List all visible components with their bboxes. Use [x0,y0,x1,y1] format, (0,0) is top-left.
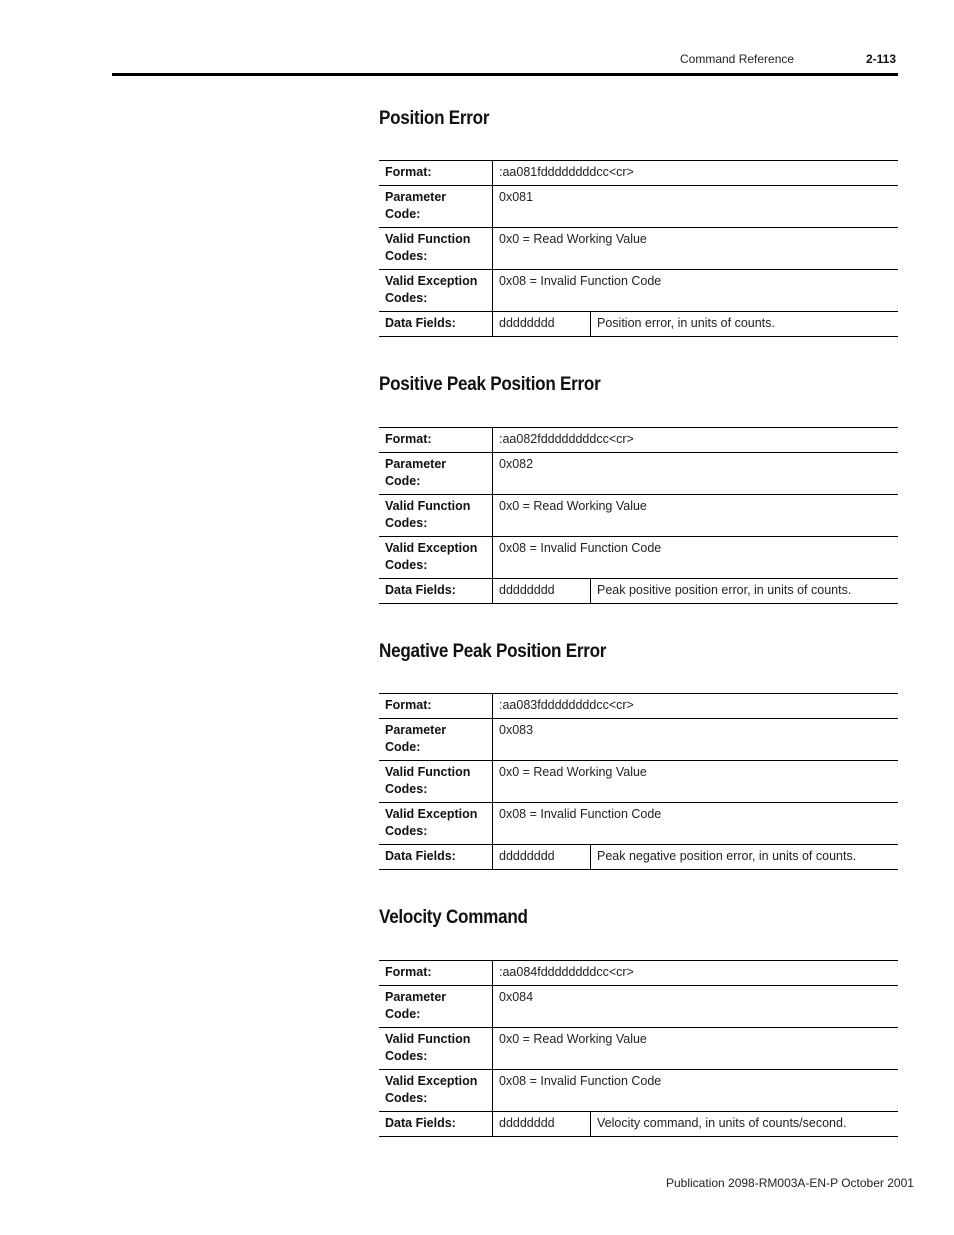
format-value: :aa083fddddddddcc<cr> [493,694,899,719]
parameter-code-row [379,986,898,1028]
data-fields-label: Data Fields: [379,1112,493,1137]
command-table [379,160,898,337]
parameter-code-value: 0x084 [493,986,899,1028]
parameter-code-row [379,719,898,761]
data-fields-row [379,1112,898,1137]
header-rule [112,73,898,76]
valid-function-codes-label: Valid Function Codes: [379,761,493,803]
format-label: Format: [379,961,493,986]
data-fields-code: dddddddd [493,845,591,870]
section-title: Position Error [379,108,490,129]
valid-exception-codes-label: Valid Exception Codes: [379,803,493,845]
parameter-code-label: Parameter Code: [379,453,493,495]
valid-function-codes-value: 0x0 = Read Working Value [493,228,899,270]
valid-function-codes-row [379,1028,898,1070]
running-header [0,52,954,72]
command-table [379,693,898,870]
valid-exception-codes-row [379,1070,898,1112]
valid-function-codes-row [379,761,898,803]
format-label: Format: [379,428,493,453]
parameter-code-label: Parameter Code: [379,986,493,1028]
valid-function-codes-value: 0x0 = Read Working Value [493,1028,899,1070]
valid-exception-codes-row [379,537,898,579]
format-row [379,961,898,986]
section-title: Positive Peak Position Error [379,374,601,395]
valid-function-codes-value: 0x0 = Read Working Value [493,495,899,537]
format-row [379,161,898,186]
format-label: Format: [379,694,493,719]
header-section-title: Command Reference [680,52,795,66]
data-fields-description: Peak positive position error, in units of counts. [591,579,899,604]
data-fields-description: Peak negative position error, in units of counts. [591,845,899,870]
section-position-error [379,108,898,330]
data-fields-description: Velocity command, in units of counts/second. [591,1112,899,1137]
data-fields-description: Position error, in units of counts. [591,312,899,337]
valid-function-codes-value: 0x0 = Read Working Value [493,761,899,803]
parameter-code-row [379,453,898,495]
valid-function-codes-label: Valid Function Codes: [379,228,493,270]
valid-function-codes-row [379,495,898,537]
valid-exception-codes-value: 0x08 = Invalid Function Code [493,1070,899,1112]
valid-function-codes-label: Valid Function Codes: [379,495,493,537]
parameter-code-value: 0x083 [493,719,899,761]
valid-exception-codes-value: 0x08 = Invalid Function Code [493,537,899,579]
format-value: :aa084fddddddddcc<cr> [493,961,899,986]
command-table [379,960,898,1137]
data-fields-code: dddddddd [493,1112,591,1137]
data-fields-row [379,845,898,870]
valid-function-codes-row [379,228,898,270]
section-negative-peak-position-error [379,641,898,863]
section-title: Velocity Command [379,907,528,928]
format-row [379,694,898,719]
data-fields-label: Data Fields: [379,312,493,337]
valid-function-codes-label: Valid Function Codes: [379,1028,493,1070]
format-value: :aa081fddddddddcc<cr> [493,161,899,186]
valid-exception-codes-label: Valid Exception Codes: [379,537,493,579]
data-fields-row [379,579,898,604]
data-fields-code: dddddddd [493,312,591,337]
format-label: Format: [379,161,493,186]
format-value: :aa082fddddddddcc<cr> [493,428,899,453]
data-fields-row [379,312,898,337]
publication-footer: Publication 2098-RM003A-EN-P October 2001 [666,1176,914,1190]
parameter-code-row [379,186,898,228]
parameter-code-value: 0x082 [493,453,899,495]
data-fields-label: Data Fields: [379,845,493,870]
parameter-code-value: 0x081 [493,186,899,228]
page-number: 2-113 [866,52,897,66]
valid-exception-codes-value: 0x08 = Invalid Function Code [493,803,899,845]
data-fields-code: dddddddd [493,579,591,604]
valid-exception-codes-label: Valid Exception Codes: [379,1070,493,1112]
format-row [379,428,898,453]
valid-exception-codes-row [379,803,898,845]
section-positive-peak-position-error [379,374,898,597]
section-title: Negative Peak Position Error [379,641,607,662]
parameter-code-label: Parameter Code: [379,719,493,761]
section-velocity-command [379,907,898,1130]
valid-exception-codes-value: 0x08 = Invalid Function Code [493,270,899,312]
data-fields-label: Data Fields: [379,579,493,604]
valid-exception-codes-row [379,270,898,312]
parameter-code-label: Parameter Code: [379,186,493,228]
valid-exception-codes-label: Valid Exception Codes: [379,270,493,312]
command-table [379,427,898,604]
